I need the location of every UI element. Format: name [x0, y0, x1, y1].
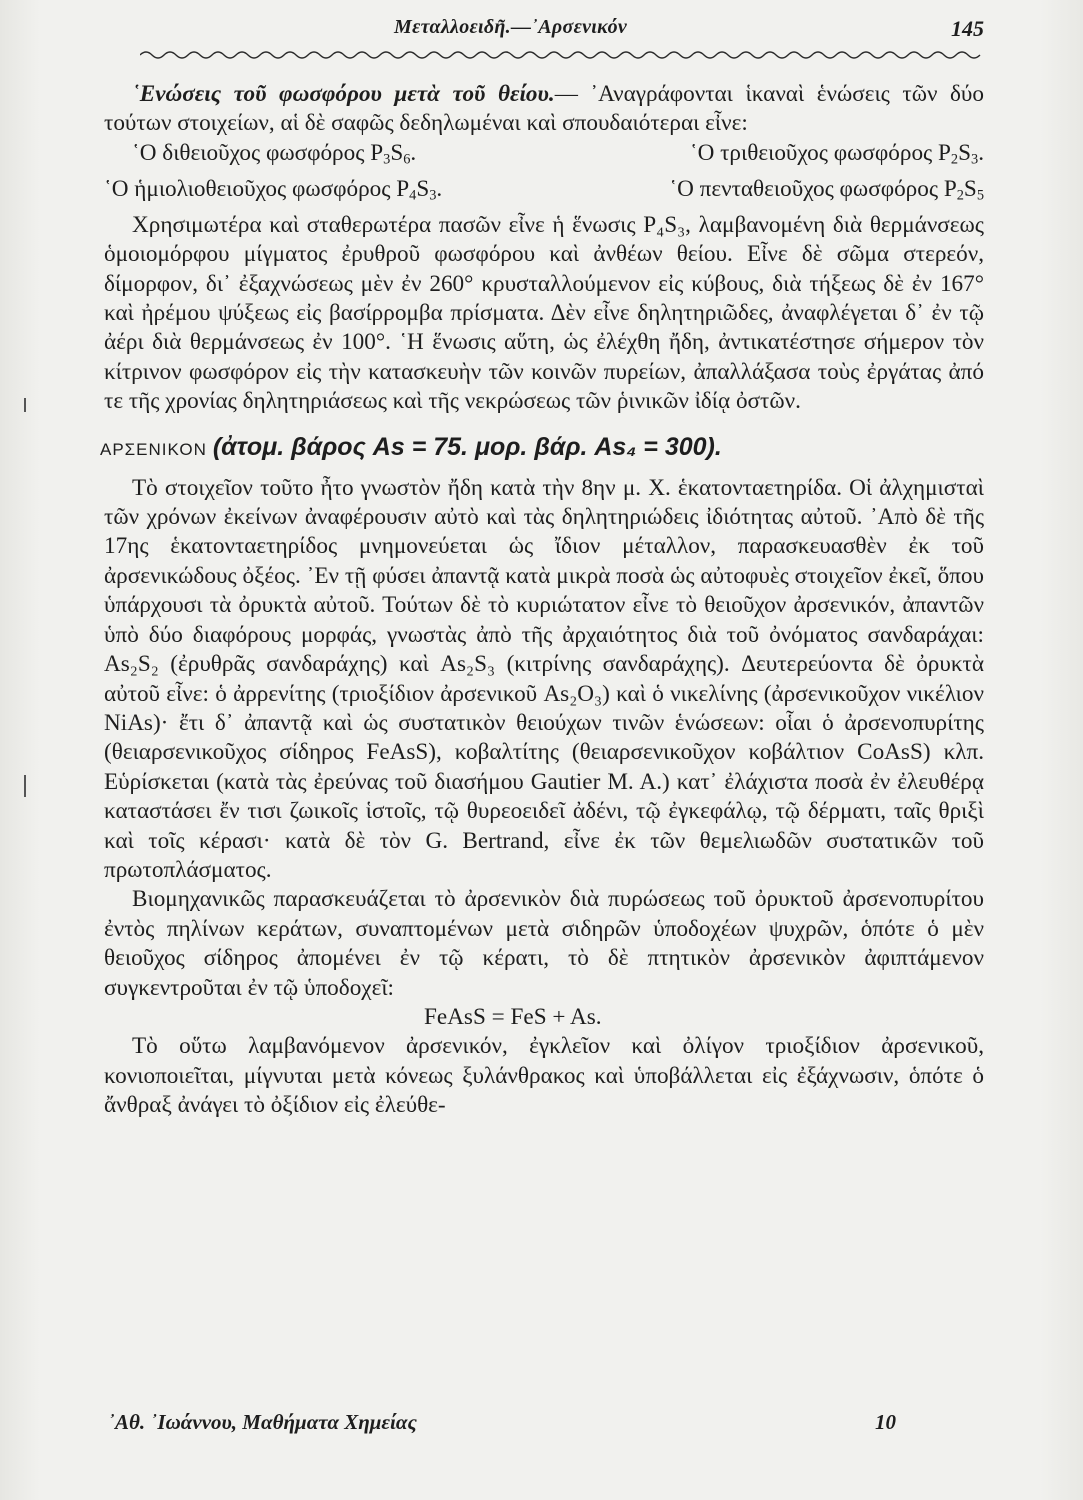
page-footer — [108, 1410, 988, 1444]
intro-text: — ᾿Αναγράφονται ἱκαναὶ ἑνώσεις τῶν δύο τούτων στοιχείων, αἱ δὲ σαφῶς δεδηλωμέναι καὶ σπουδαιότεραι εἶνε: — [104, 81, 984, 137]
body-text — [100, 80, 984, 1121]
compound-sesquisulfide: ῾Ο ἡμιολιοθειοῦχος φωσφόρος $P_4S_3$. — [104, 175, 443, 204]
decorative-wavy-rule — [140, 48, 985, 62]
equation-line — [104, 1003, 984, 1032]
atomic-weight-note: (ἀτομ. βάρος As = 75. μορ. βάρ. As₄ = 300). — [212, 432, 722, 461]
page-number: 145 — [951, 16, 984, 41]
running-title: Μεταλλοειδῆ.—᾿Αρσενικόν — [394, 16, 628, 38]
compound-pentasulfide: ῾Ο πενταθειοῦχος φωσφόρος $P_2S_5$ — [669, 175, 984, 204]
paragraph-p4s3: Χρησιμωτέρα καὶ σταθερωτέρα πασῶν εἶνε ἡ ἕνωσις P₄S₃, λαμβανομένη διὰ θερμάνσεως ὁμοιομόρφου μίγματος ἐρυθροῦ φωσφόρου καὶ ἀνθέων θείου. Εἶνε δὲ σῶμα στερεόν, δίμορφον, δι᾿ ἐξαχνώσεως μὲν ἐν 260° κρυσταλλούμενον εἰς κύβους, διὰ τήξεως δὲ ἐν 167° καὶ ἠρέμου ψύξεως εἰς βασίρρομβα πρίσματα. Δὲν εἶνε δηλητηριῶδες, ἀναφλέγεται δ᾿ ἐν τῷ ἀέρι διὰ θερμάνσεως ἐν 100°. ῾Η ἕνωσις αὕτη, ὡς ἐλέχθη ἤδη, ἀντικατέστησε σήμερον τὸν κίτρινον φωσφόρον εἰς τὴν κατασκευὴν τῶν κοινῶν πυρείων, ἀπαλλάξασα τοὺς ἐργάτας ἀπό τε τῆς χρονίας δηλητηριάσεως καὶ τῆς νεκρώσεως τῶν ῥινικῶν ἰδίᾳ ὀστῶν. — [104, 211, 984, 415]
phosphorus-sulfides-intro — [104, 80, 984, 139]
reaction-equation: FeAsS = FeS + As. — [424, 1003, 602, 1030]
compound-trisulfide: ῾Ο τριθειοῦχος φωσφόρος $P_2S_3$. — [689, 139, 984, 168]
margin-mark — [24, 775, 26, 797]
footer-author: ᾿Αθ. ᾿Ιωάννου, Μαθήματα Χημείας — [108, 1410, 417, 1434]
paragraph-arsenic-production: Βιομηχανικῶς παρασκευάζεται τὸ ἀρσενικὸν διὰ πυρώσεως τοῦ ὀρυκτοῦ ἀρσενοπυρίτου ἐντὸς πηλίνων κεράτων, συναπτομένων μετὰ σιδηρῶν ὑποδοχέων ψυχρῶν, ὁπότε ὁ μὲν θειοῦχος σίδηρος ἀπομένει ἐν τῷ κέρατι, τὸ δὲ πτητικὸν ἀρσενικὸν ἀφιπτάμενον συγκεντροῦται ἐν τῷ ὑποδοχεῖ: — [104, 886, 984, 1001]
compound-row-2 — [104, 175, 984, 211]
subsection-heading: ῾Ενώσεις τοῦ φωσφόρου μετὰ τοῦ θείου. — [132, 81, 555, 107]
paragraph-arsenic-history: Τὸ στοιχεῖον τοῦτο ἦτο γνωστὸν ἤδη κατὰ τὴν 8ην μ. Χ. ἑκατονταετηρίδα. Οἱ ἀλχημισταὶ τῶν χρόνων ἐκείνων ἀναφέρουσιν αὐτὸ καὶ τὰς δηλητηριώδεις ἰδιότητας αὐτοῦ. ᾿Απὸ δὲ τῆς 17ης ἑκατονταετηρίδος μνημονεύεται ὡς ἴδιον μέταλλον, παρασκευασθὲν ἐκ τοῦ ἀρσενικώδους ὀξέος. ᾿Εν τῇ φύσει ἀπαντᾷ κατὰ μικρὰ ποσὰ ὡς αὐτοφυὲς στοιχεῖον ἐκεῖ, ὅπου ὑπάρχουσι τὰ ὀρυκτὰ αὐτοῦ. Τούτων δὲ τὸ κυριώτατον εἶνε τὸ θειοῦχον ἀρσενικόν, ἀπαντῶν ὑπὸ δύο διαφόρους μορφάς, γνωστὰς ἀπὸ τῆς ἀρχαιότητος διὰ τοῦ ὀνόματος σανδαράχαι: As₂S₂ (ἐρυθρᾶς σανδαράχης) καὶ As₂S₃ (κιτρίνης σανδαράχης). Δευτερεύοντα δὲ ὀρυκτὰ αὐτοῦ εἶνε: ὁ ἀρρενίτης (τριοξίδιον ἀρσενικοῦ As₂O₃) καὶ ὁ νικελίνης (ἀρσενικοῦχον νικέλιον NiAs)· ἔτι δ᾿ ἀπαντᾷ καὶ ὡς συστατικὸν θειούχων τινῶν ἑνώσεων: οἷαι ὁ ἀρσενοπυρίτης (θειαρσενικοῦχος σίδηρος FeAsS), κοβαλτίτης (θειαρσενικοῦχον κοβάλτιον CoAsS) κλπ. Εὑρίσκεται (κατὰ τὰς ἐρεύνας τοῦ διασήμου Gautier M. A.) κατ᾿ ἐλάχιστα ποσὰ ἐν ἐλευθέρᾳ καταστάσει ἔν τισι ζωικοῖς ἱστοῖς, τῷ θυρεοειδεῖ ἀδένι, τῷ ἐγκεφάλῳ, τῷ δέρματι, ταῖς θριξὶ καὶ τοῖς κέρασι· κατὰ δὲ τὸν G. Bertrand, εἶνε ἐκ τῶν θεμελιωδῶν συστατικῶν τοῦ πρωτοπλάσματος. — [104, 474, 984, 883]
section-title-arsenic: ΑΡΣΕΝΙΚΟΝ — [100, 439, 207, 459]
signature-mark: 10 — [875, 1410, 896, 1434]
page-header — [104, 16, 984, 50]
paragraph-arsenic-purification: Τὸ οὕτω λαμβανόμενον ἀρσενικόν, ἐγκλεῖον καὶ ὀλίγον τριοξίδιον ἀρσενικοῦ, κονιοποιεῖται, μίγνυται μετὰ κόνεως ξυλάνθρακος καὶ ὑποβάλλεται εἰς ἐξάχνωσιν, ὁπότε ὁ ἄνθραξ ἀνάγει τὸ ὀξίδιον εἰς ἐλεύθε- — [104, 1033, 984, 1119]
compound-disulfide: ῾Ο διθειοῦχος φωσφόρος $P_3S_6$. — [132, 139, 417, 168]
section-heading-arsenic — [100, 431, 984, 466]
margin-mark — [24, 398, 26, 412]
compound-row-1 — [104, 139, 984, 175]
